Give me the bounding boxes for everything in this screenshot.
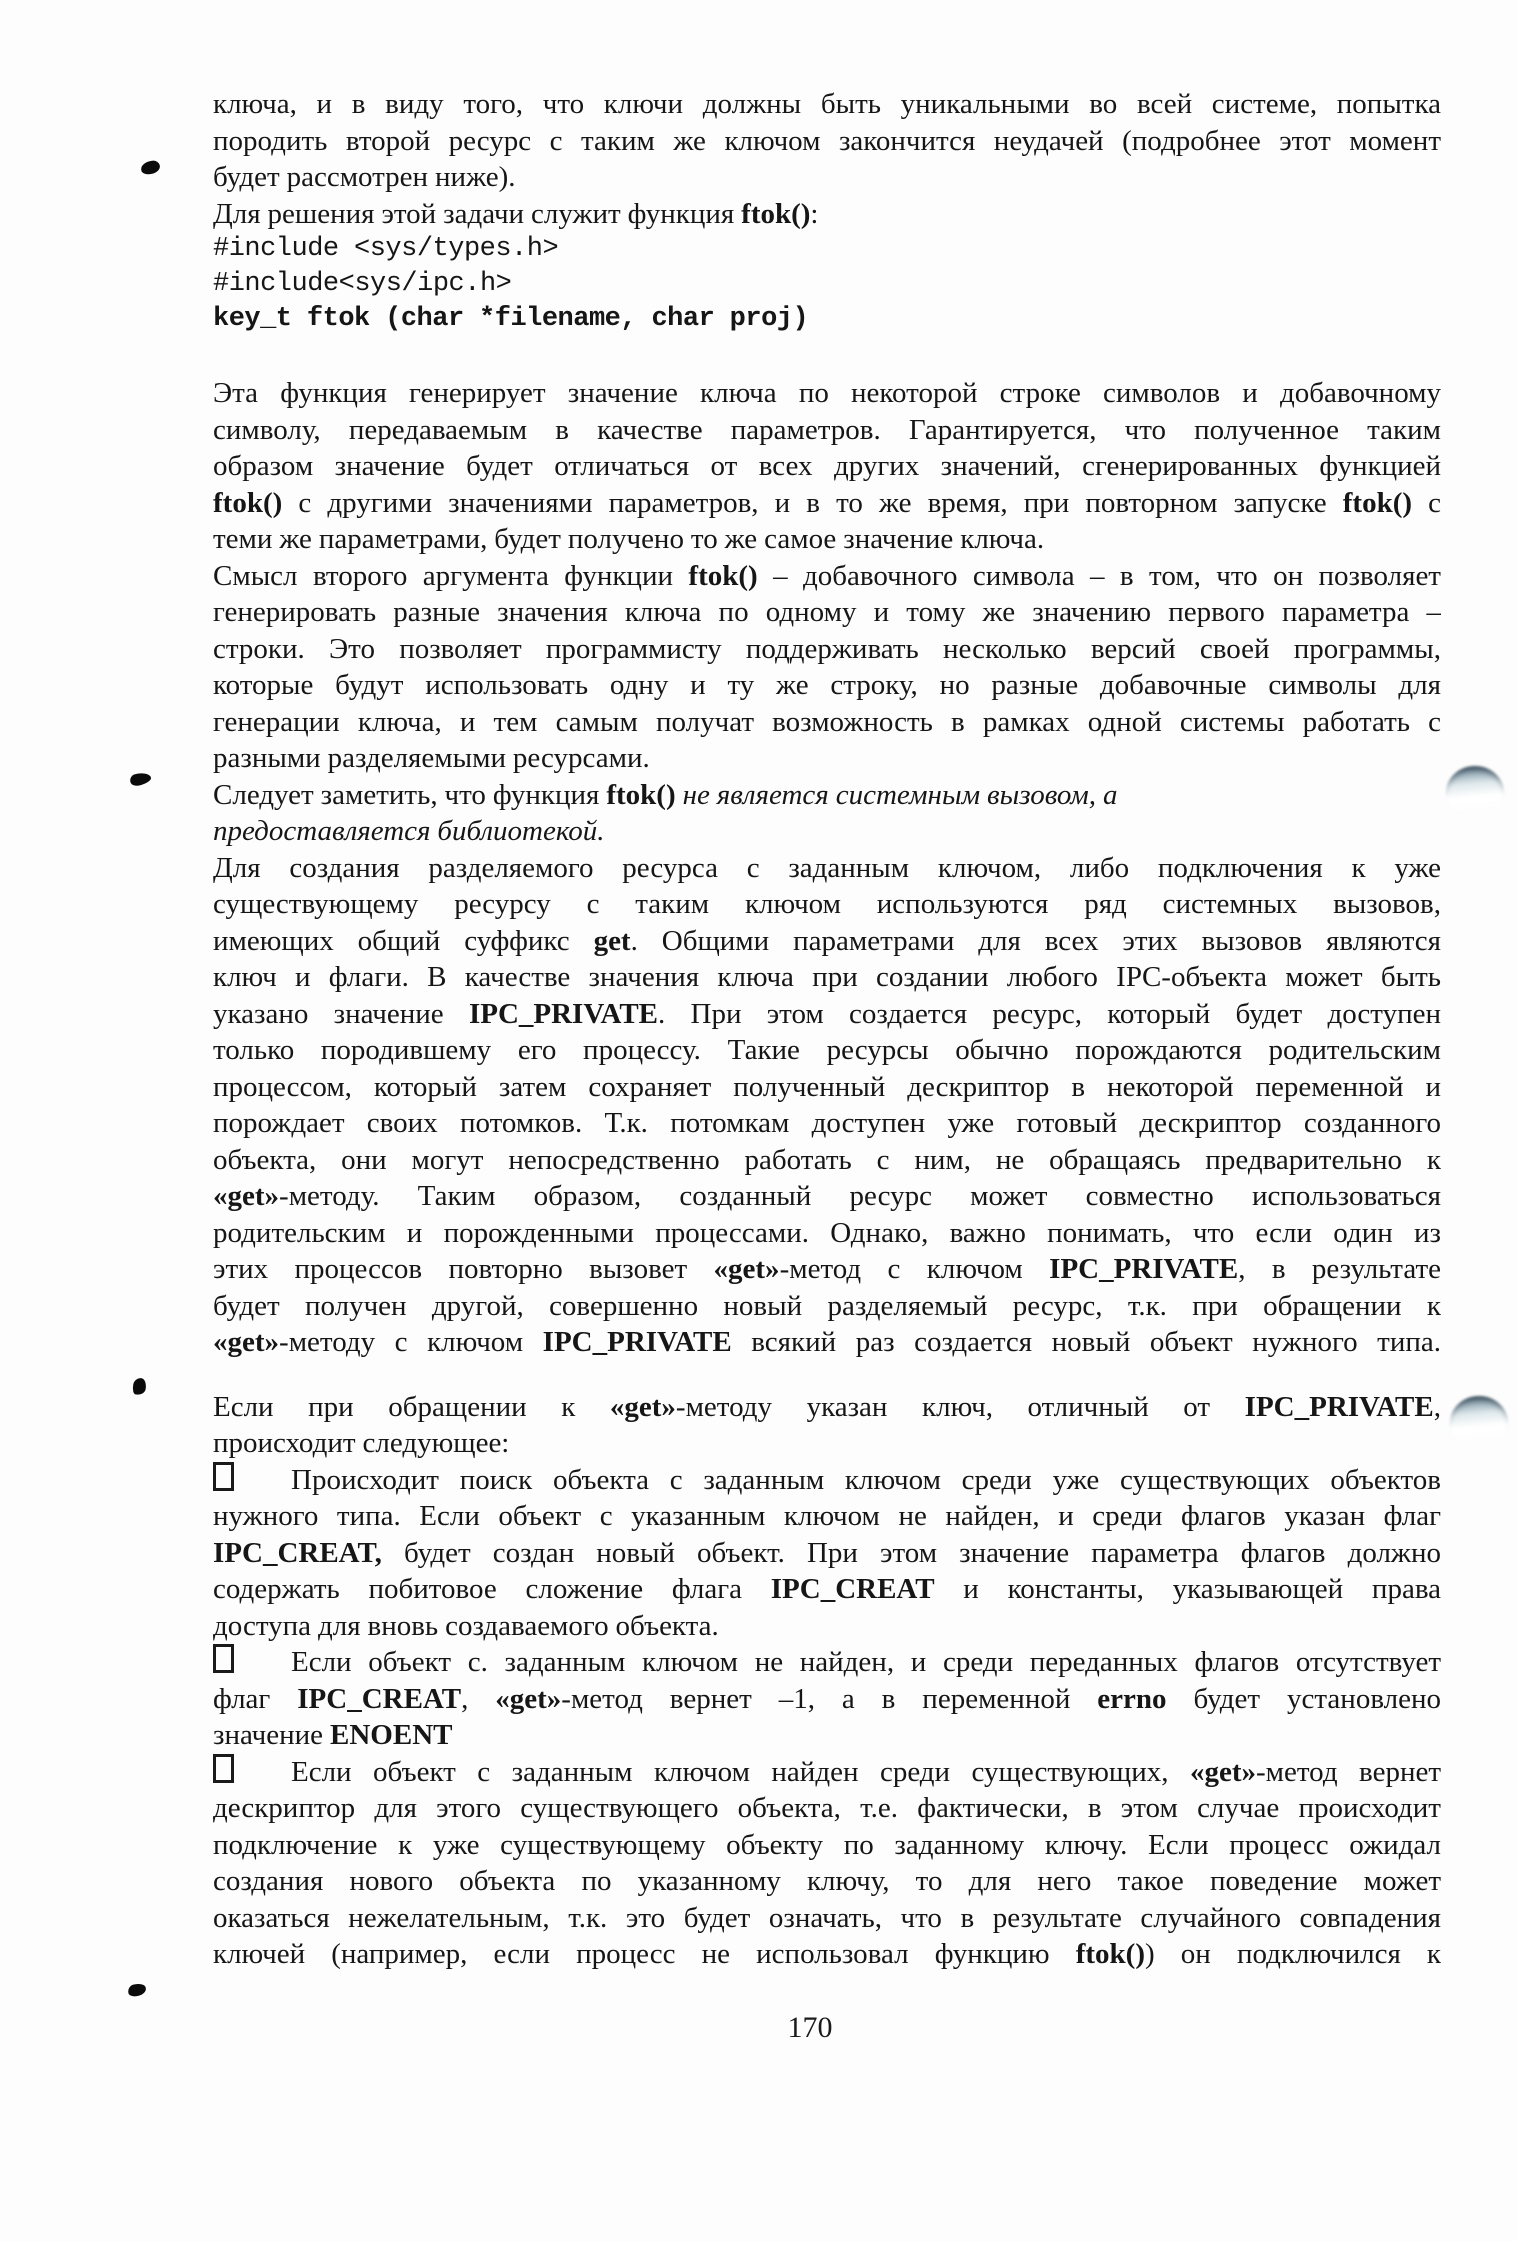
text-segment: , (461, 1682, 496, 1715)
text-segment: «get» (609, 1390, 676, 1423)
ink-speck (140, 160, 161, 176)
text-segment: указано значение (213, 997, 469, 1030)
text-segment: объекта, они могут непосредственно работать с ним, не обращаясь предварительно к (213, 1143, 1441, 1176)
text-segment: и константы, указывающей права (934, 1573, 1441, 1605)
text-segment: «get» (713, 1253, 780, 1285)
text-segment: этих процессов повторно вызовет (213, 1253, 714, 1285)
text-line (213, 448, 1441, 485)
text-segment: «get» (213, 1180, 280, 1212)
vertical-gap (213, 1361, 1441, 1389)
text-segment: Если объект с. заданным ключом не найден, и среди переданных флагов отсутствует (291, 1646, 1441, 1678)
text-line (213, 485, 1441, 522)
text-segment: «get» (495, 1682, 562, 1715)
text-line (213, 594, 1441, 631)
text-segment: Для создания разделяемого ресурса с заданным ключом, либо подключения к уже (213, 851, 1441, 884)
text-segment: нужного типа. Если объект с указанным ключом не найден, и среди флагов указан флаг (213, 1500, 1441, 1532)
text-segment: «get» (1189, 1755, 1256, 1788)
text-segment: -методу с ключом (279, 1326, 543, 1358)
text-line (213, 1389, 1441, 1426)
text-line (213, 1462, 1441, 1499)
text-line (213, 1681, 1441, 1718)
text-line (213, 813, 1441, 850)
text-segment: Для решения этой задачи служит функция (213, 197, 742, 230)
text-line (213, 1644, 1441, 1681)
paragraph-key-uniqueness (213, 86, 1441, 196)
text-segment: ключа, и в виду того, что ключи должны быть уникальными во всей системе, попытка (213, 88, 1441, 120)
text-segment: строки. Это позволяет программисту поддерживать несколько версий своей программы, (213, 632, 1441, 665)
text-line (213, 521, 1441, 558)
paragraph-ftok-library-note (213, 777, 1441, 850)
text-segment: всякий раз создается новый объект нужного типа. (731, 1326, 1441, 1358)
text-segment: «get» (213, 1326, 280, 1358)
paragraph-get-methods (213, 850, 1441, 1361)
text-line (213, 1717, 1441, 1754)
text-line (213, 1324, 1441, 1361)
text-segment: -метод вернет –1, а в переменной (561, 1682, 1098, 1715)
text-segment: -метод с ключом (779, 1253, 1050, 1285)
bullet-object-search (213, 1462, 1441, 1645)
text-segment: , (1433, 1390, 1441, 1423)
text-segment: IPC_PRIVATE (1049, 1253, 1239, 1285)
text-segment: ftok() (606, 778, 676, 811)
text-segment: флаг (213, 1682, 298, 1715)
text-line (213, 923, 1441, 960)
text-segment: будет создан новый объект. При этом значение параметра флагов должно (381, 1536, 1441, 1569)
text-line (213, 86, 1441, 123)
text-line (213, 412, 1441, 449)
text-segment: имеющих общий суффикс (213, 924, 594, 957)
code-line (213, 302, 1441, 337)
text-line (213, 1498, 1441, 1535)
text-segment: ftok() (213, 486, 283, 519)
text-segment: с (1412, 486, 1441, 519)
text-segment: -методу. Таким образом, созданный ресурс может совместно использоваться (279, 1180, 1441, 1212)
text-segment: IPC_CREAT, (213, 1536, 382, 1569)
text-segment: образом значение будет отличаться от всех других значений, сгенерированных функцией (213, 450, 1441, 482)
text-line (213, 1790, 1441, 1827)
text-segment: Следует заметить, что функция (213, 778, 607, 811)
page-number: 170 (787, 2011, 833, 2044)
text-segment: Смысл второго аргумента функции (213, 559, 689, 592)
text-segment: символу, передаваемым в качестве параметров. Гарантируется, что полученное таким (213, 413, 1441, 446)
paragraph-second-argument (213, 558, 1441, 777)
text-segment: подключение к уже существующему объекту по заданному ключу. Если процесс ожидал (213, 1828, 1441, 1861)
ink-speck (127, 1983, 147, 1998)
text-segment: процессом, который затем сохраняет полученный дескриптор в некоторой переменной и (213, 1070, 1441, 1103)
text-segment: ENOENT (330, 1719, 453, 1751)
text-segment: IPC_PRIVATE (468, 997, 659, 1030)
text-line (213, 123, 1441, 160)
text-segment: . При этом создается ресурс, который будет доступен (658, 997, 1441, 1030)
text-segment: Если объект с заданным ключом найден среди существующих, (291, 1755, 1190, 1788)
text-segment: Эта функция генерирует значение ключа по некоторой строке символов и добавочному (213, 377, 1441, 409)
text-line (213, 1827, 1441, 1864)
code-ftok-prototype (213, 232, 1441, 337)
text-line (213, 1571, 1441, 1608)
text-line (213, 1863, 1441, 1900)
text-segment: ftok() (688, 559, 758, 592)
code-line (213, 267, 1441, 302)
text-segment: ftok() (741, 197, 811, 230)
text-segment: . Общими параметрами для всех этих вызовов являются (630, 924, 1441, 957)
text-line (213, 1032, 1441, 1069)
text-column (213, 86, 1441, 1973)
paragraph-get-key-behavior (213, 1389, 1441, 1462)
text-line (213, 1251, 1441, 1288)
text-segment: ключ и флаги. В качестве значения ключа при создании любого IPC-объекта может быть (213, 961, 1441, 993)
text-segment: get (593, 924, 631, 957)
text-line (213, 1754, 1441, 1791)
text-segment: IPC_PRIVATE (542, 1326, 732, 1358)
text-segment: доступа для вновь создаваемого объекта. (213, 1609, 719, 1642)
text-segment: Если при обращении к (213, 1390, 610, 1423)
text-segment: дескриптор для этого существующего объекта, т.е. фактически, в этом случае происходит (213, 1792, 1441, 1824)
text-segment: породить второй ресурс с таким же ключом закончится неудачей (подробнее этот момент (213, 124, 1441, 157)
text-line (213, 740, 1441, 777)
text-segment: IPC_CREAT (770, 1573, 935, 1605)
text-segment: будет установлено (1166, 1682, 1441, 1715)
bullet-box-icon (213, 1462, 234, 1491)
text-segment: генерировать разные значения ключа по одному и тому же значению первого параметра – (213, 596, 1441, 628)
text-segment: ключей (например, если процесс не использовал функцию (213, 1938, 1076, 1970)
text-segment: родительским и порожденными процессами. Однако, важно понимать, что если один из (213, 1216, 1441, 1249)
text-line (213, 1288, 1441, 1325)
text-line (213, 959, 1441, 996)
text-segment: будет получен другой, совершенно новый разделяемый ресурс, т.к. при обращении к (213, 1289, 1441, 1322)
text-segment: содержать побитовое сложение флага (213, 1573, 771, 1605)
text-segment: ftok() (1342, 486, 1413, 519)
text-line (213, 1105, 1441, 1142)
text-line (213, 159, 1441, 196)
text-segment: IPC_PRIVATE (1244, 1390, 1434, 1423)
text-segment: теми же параметрами, будет получено то же самое значение ключа. (213, 523, 1045, 555)
text-line (213, 667, 1441, 704)
text-segment: errno (1097, 1682, 1167, 1715)
text-line (213, 850, 1441, 887)
text-segment: ) он подключился к (1145, 1938, 1441, 1970)
text-segment: порождает своих потомков. Т.к. потомкам доступен уже готовый дескриптор созданного (213, 1107, 1441, 1139)
ink-speck (132, 1377, 148, 1396)
text-line (213, 1936, 1441, 1973)
text-segment: IPC_CREAT (297, 1682, 462, 1715)
text-segment: создания нового объекта по указанному ключу, то для него такое поведение может (213, 1865, 1441, 1897)
bullet-box-icon (213, 1754, 234, 1783)
text-segment: разными разделяемыми ресурсами. (213, 742, 650, 774)
text-segment: которые будут использовать одну и ту же строку, но разные добавочные символы для (213, 669, 1441, 701)
text-segment: : (810, 197, 819, 230)
text-segment: -метод вернет (1255, 1755, 1441, 1788)
code-line (213, 232, 1441, 267)
text-line (213, 1900, 1441, 1937)
paragraph-ftok-description (213, 375, 1441, 558)
text-segment: будет рассмотрен ниже). (213, 161, 516, 193)
text-segment: с другими значениями параметров, и в то же время, при повторном запуске (282, 486, 1343, 519)
text-line (213, 1425, 1441, 1462)
text-line (213, 1069, 1441, 1106)
text-line (213, 631, 1441, 668)
text-segment: key_t ftok (char *filename, char proj) (213, 304, 809, 334)
text-segment: #include<sys/ipc.h> (213, 269, 512, 299)
text-line (213, 996, 1441, 1033)
text-segment: происходит следующее: (213, 1427, 510, 1459)
text-segment: генерации ключа, и тем самым получат возможность в рамках одной системы работать с (213, 705, 1441, 738)
page-curl-artifact (1446, 766, 1504, 820)
bullet-object-found (213, 1754, 1441, 1973)
ink-speck (129, 771, 152, 788)
text-segment: только породившему его процессу. Такие ресурсы обычно порождаются родительским (213, 1034, 1441, 1066)
text-line (213, 196, 1441, 233)
text-segment: -методу указан ключ, отличный от (675, 1390, 1245, 1423)
bullet-not-found-no-creat (213, 1644, 1441, 1754)
vertical-gap (213, 337, 1441, 375)
text-segment: #include <sys/types.h> (213, 234, 559, 264)
text-line (213, 375, 1441, 412)
text-line (213, 1535, 1441, 1572)
text-line (213, 704, 1441, 741)
text-segment: оказаться нежелательным, т.к. это будет означать, что в результате случайного совпадения (213, 1901, 1441, 1934)
text-line (213, 1215, 1441, 1252)
text-line (213, 1608, 1441, 1645)
text-line (213, 1178, 1441, 1215)
text-segment: предоставляется библиотекой. (213, 815, 605, 847)
text-segment: значение (213, 1719, 331, 1751)
page-curl-artifact (1450, 1396, 1508, 1450)
text-segment: существующему ресурсу с таким ключом используются ряд системных вызовов, (213, 888, 1441, 920)
text-segment: не является системным вызовом, а (675, 778, 1118, 811)
paragraph-ftok-intro (213, 196, 1441, 233)
text-segment: – добавочного символа – в том, что он позволяет (757, 559, 1441, 592)
text-segment: ftok() (1075, 1938, 1145, 1970)
text-line (213, 777, 1441, 814)
text-line (213, 886, 1441, 923)
text-line (213, 1142, 1441, 1179)
text-segment: , в результате (1238, 1253, 1441, 1285)
text-line (213, 558, 1441, 595)
bullet-box-icon (213, 1644, 234, 1673)
text-segment: Происходит поиск объекта с заданным ключом среди уже существующих объектов (291, 1463, 1441, 1496)
